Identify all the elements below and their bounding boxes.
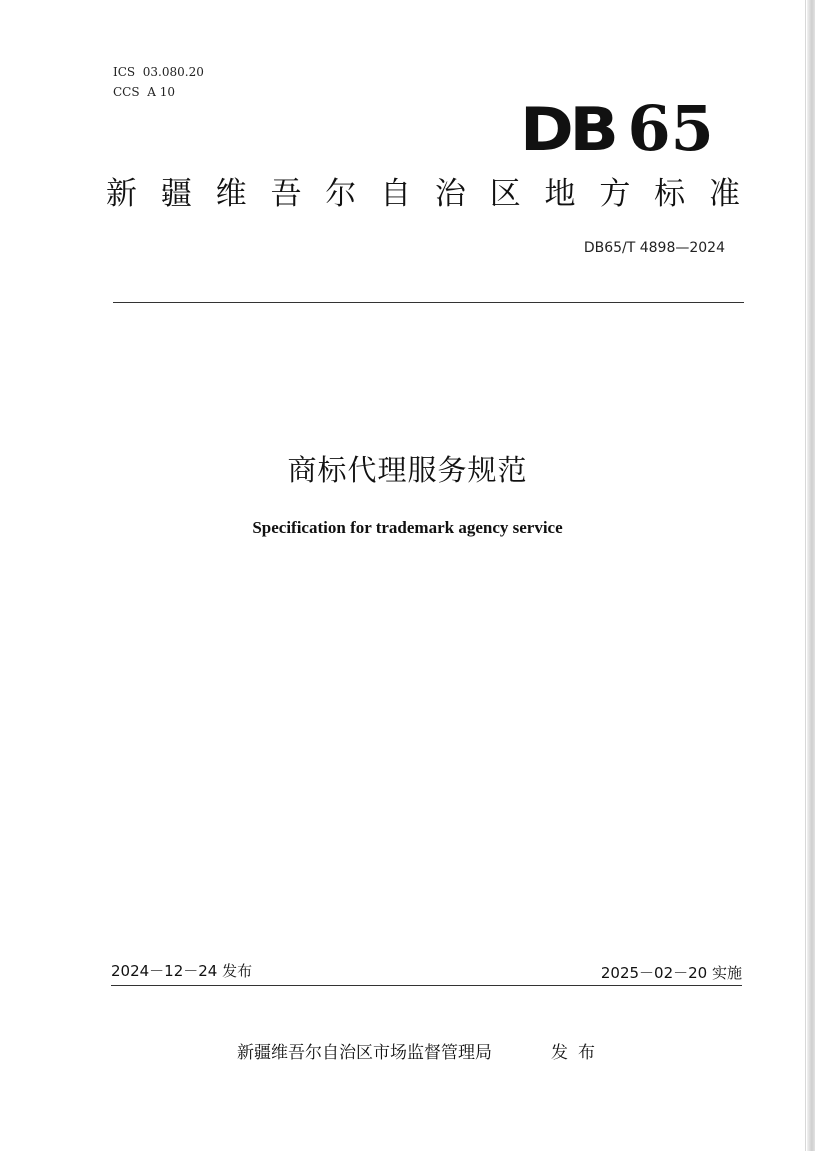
category-char: 方 (599, 176, 631, 212)
category-char: 尔 (325, 176, 357, 212)
footer-divider (111, 985, 742, 986)
logo-letters: DB (520, 95, 615, 165)
scan-edge (807, 0, 815, 1151)
standard-category-title (106, 172, 740, 216)
publish-date: 2024－12－24 发布 (111, 962, 253, 980)
standard-number: DB65/T 4898—2024 (583, 240, 725, 256)
issue-label: 发布 (551, 1043, 605, 1063)
category-char: 自 (380, 176, 412, 212)
scan-edge-line (805, 0, 806, 1151)
category-char: 地 (544, 176, 576, 212)
ccs-code: CCS A 10 (113, 85, 175, 99)
logo-number: 65 (627, 92, 714, 165)
document-title-english: Specification for trademark agency service (252, 518, 563, 537)
category-char: 标 (654, 176, 686, 212)
implement-date: 2025－02－20 实施 (600, 964, 742, 982)
classification-codes (113, 62, 204, 102)
ics-code: ICS 03.080.20 (113, 65, 204, 79)
category-char: 吾 (270, 176, 302, 212)
category-char: 新 (106, 176, 137, 212)
issuing-authority: 新疆维吾尔自治区市场监督管理局 (237, 1043, 492, 1063)
category-char: 治 (434, 176, 466, 212)
category-char: 准 (708, 176, 740, 212)
category-char: 区 (489, 176, 521, 212)
db65-logo (520, 92, 714, 165)
header-divider (113, 302, 744, 303)
document-title-chinese: 商标代理服务规范 (287, 453, 528, 487)
category-char: 维 (215, 176, 247, 212)
category-char: 疆 (160, 176, 192, 212)
